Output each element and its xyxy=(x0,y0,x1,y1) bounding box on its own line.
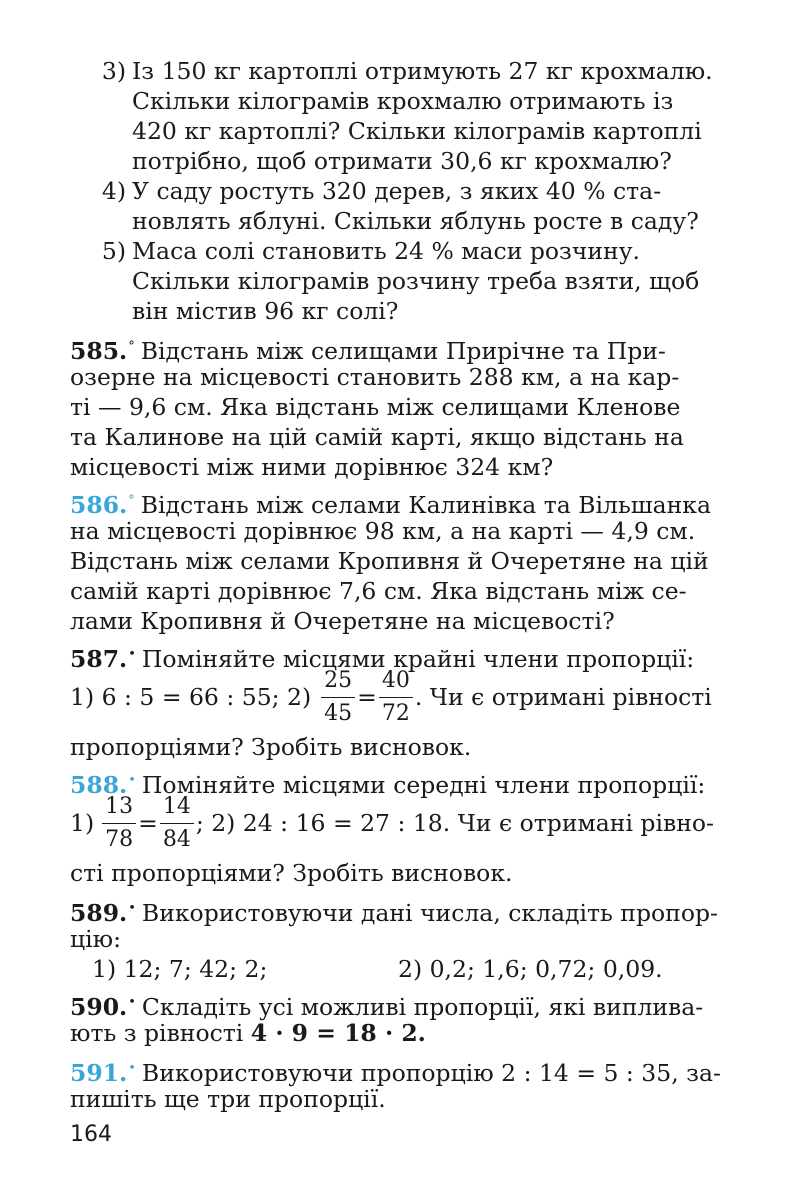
problem-590-line-1: 590.• Складіть усі можливі пропорції, які виплива- xyxy=(70,993,704,1021)
problem-587-number: 587. xyxy=(70,645,128,673)
problem-587-line-2: 1) 6 : 5 = 66 : 55; 2) $\frac{25}{45}$ = $\frac{40}{72}$ . Чи є отримані рівності xyxy=(70,667,712,726)
problem-591-line-2: пишіть ще три пропорції. xyxy=(70,1085,386,1113)
page-number: 164 xyxy=(70,1122,112,1147)
item-5-line-1: 5) Маса солі становить 24 % маси розчину. xyxy=(101,237,641,265)
item-5-line-2: Скільки кілограмів розчину треба взяти, щоб xyxy=(132,267,700,295)
problem-587-line-1: 587.• Поміняйте місцями крайні члени пропорції: xyxy=(70,645,695,673)
item-3-line-3: 420 кг картоплі? Скільки кілограмів картоплі xyxy=(132,117,702,145)
fraction: $\frac{40}{72}$ xyxy=(379,668,413,727)
problem-588-line-2: 1) $\frac{13}{78}$ = $\frac{14}{84}$ ; 2) 24 : 16 = 27 : 18. Чи є отримані рівно- xyxy=(70,793,714,852)
fraction: $\frac{25}{45}$ xyxy=(321,668,355,727)
difficulty-mark: • xyxy=(128,901,136,916)
difficulty-mark: ° xyxy=(128,339,135,354)
item-4-line-2: новлять яблуні. Скільки яблунь росте в саду? xyxy=(132,207,699,235)
problem-588-line-3: сті пропорціями? Зробіть висновок. xyxy=(70,859,513,887)
problem-588-number: 588. xyxy=(70,771,128,799)
difficulty-mark: • xyxy=(128,647,136,662)
problem-585-line-4: та Калинове на цій самій карті, якщо відстань на xyxy=(70,423,684,451)
problem-586-line-5: лами Кропивня й Очеретяне на місцевості? xyxy=(70,607,615,635)
problem-589-option-2: 2) 0,2; 1,6; 0,72; 0,09. xyxy=(398,955,663,983)
problem-585-line-3: ті — 9,6 см. Яка відстань між селищами Кленове xyxy=(70,393,681,421)
equation: 4 · 9 = 18 · 2. xyxy=(250,1019,426,1047)
problem-585-line-1: 585.° Відстань між селищами Прирічне та При- xyxy=(70,337,666,365)
problem-587-line-3: пропорціями? Зробіть висновок. xyxy=(70,733,472,761)
problem-585-number: 585. xyxy=(70,337,128,365)
difficulty-mark: • xyxy=(128,1061,136,1076)
problem-585-line-2: озерне на місцевості становить 288 км, а на кар- xyxy=(70,363,680,391)
problem-585-line-5: місцевості між ними дорівнює 324 км? xyxy=(70,453,554,481)
item-5-line-3: він містив 96 кг солі? xyxy=(132,297,399,325)
problem-591-number: 591. xyxy=(70,1059,128,1087)
difficulty-mark: • xyxy=(128,995,136,1010)
item-3-line-4: потрібно, щоб отримати 30,6 кг крохмалю? xyxy=(132,147,672,175)
item-3-line-1: 3) Із 150 кг картоплі отримують 27 кг крохмалю. xyxy=(101,57,713,85)
problem-589-number: 589. xyxy=(70,899,128,927)
problem-586-number: 586. xyxy=(70,491,128,519)
problem-588-line-1: 588.• Поміняйте місцями середні члени пропорції: xyxy=(70,771,706,799)
problem-589-line-2: цію: xyxy=(70,925,122,953)
item-3-line-2: Скільки кілограмів крохмалю отримають із xyxy=(132,87,674,115)
problem-590-line-2: ють з рівності 4 · 9 = 18 · 2. xyxy=(70,1019,426,1047)
problem-589-option-1: 1) 12; 7; 42; 2; xyxy=(92,955,268,983)
problem-586-line-1: 586.° Відстань між селами Калинівка та Вільшанка xyxy=(70,491,711,519)
difficulty-mark: ° xyxy=(128,493,135,508)
problem-586-line-4: самій карті дорівнює 7,6 см. Яка відстань між се- xyxy=(70,577,687,605)
fraction: $\frac{13}{78}$ xyxy=(102,794,136,853)
problem-586-line-2: на місцевості дорівнює 98 км, а на карті — 4,9 см. xyxy=(70,517,696,545)
difficulty-mark: • xyxy=(128,773,136,788)
problem-589-line-1: 589.• Використовуючи дані числа, складіть пропор- xyxy=(70,899,718,927)
fraction: $\frac{14}{84}$ xyxy=(160,794,194,853)
problem-586-line-3: Відстань між селами Кропивня й Очеретяне на цій xyxy=(70,547,709,575)
problem-591-line-1: 591.• Використовуючи пропорцію 2 : 14 = 5 : 35, за- xyxy=(70,1059,721,1087)
problem-590-number: 590. xyxy=(70,993,128,1021)
item-4-line-1: 4) У саду ростуть 320 дерев, з яких 40 % ста- xyxy=(101,177,662,205)
